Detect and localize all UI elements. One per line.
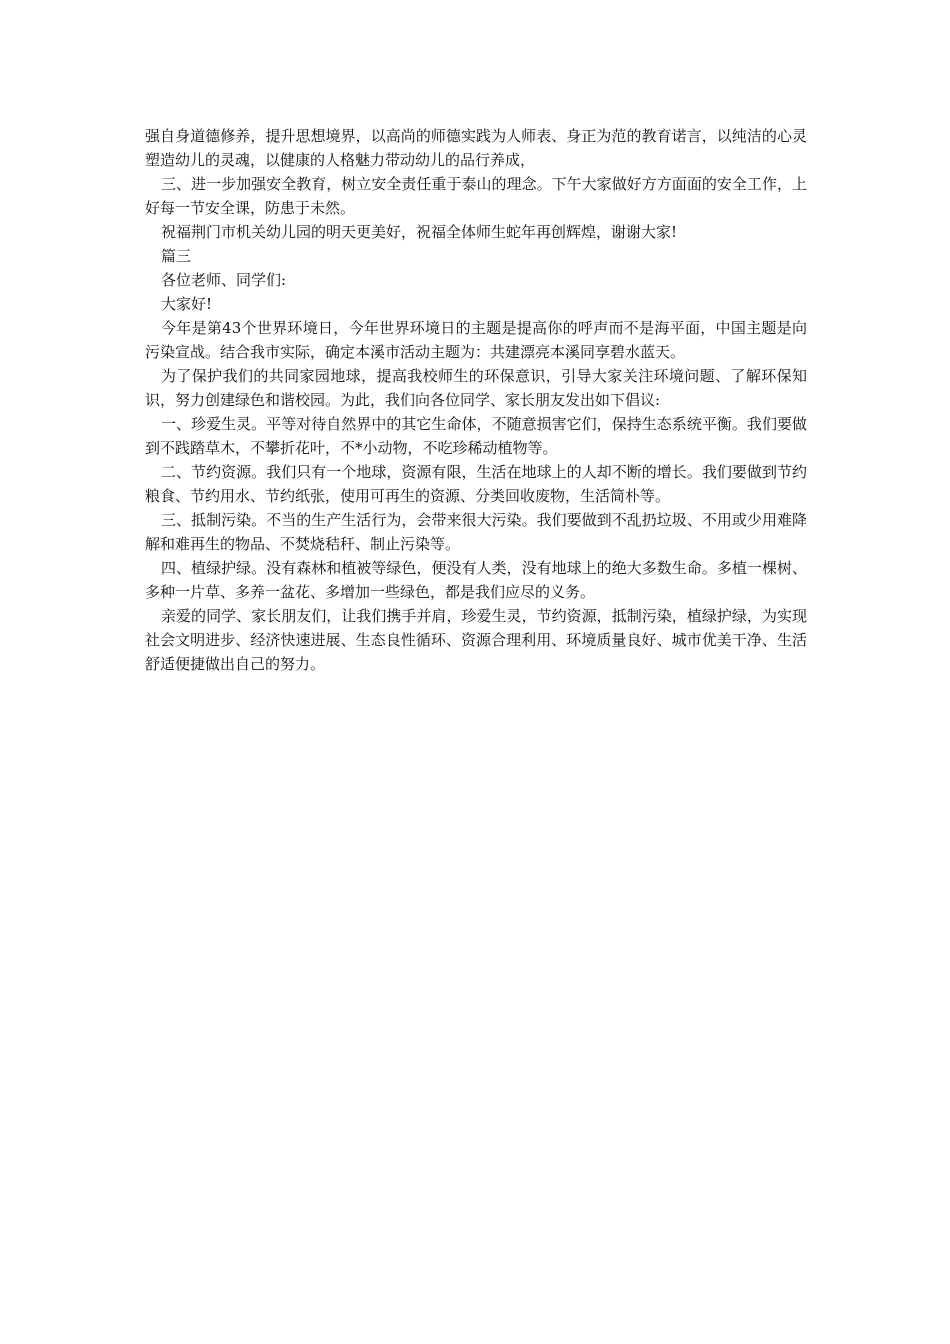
salutation: 各位老师、同学们: bbox=[161, 271, 287, 289]
paragraph-proposal-4: 四、植绿护绿。没有森林和植被等绿色，便没有人类，没有地球上的绝大多数生命。多植一棵树、多种一片草、多养一盆花、多增加一些绿色，都是我们应尽的义务。 bbox=[145, 559, 807, 601]
paragraph-environment-day: 今年是第43个世界环境日，今年世界环境日的主题是提高你的呼声而不是海平面，中国主题是向污染宣战。结合我市实际，确定本溪市活动主题为：共建漂亮本溪同享碧水蓝天。 bbox=[145, 319, 807, 361]
section-heading: 篇三 bbox=[161, 247, 192, 265]
paragraph-blessing: 祝福荆门市机关幼儿园的明天更美好，祝福全体师生蛇年再创辉煌，谢谢大家! bbox=[161, 223, 678, 241]
paragraph-safety-education: 三、进一步加强安全教育，树立安全责任重于泰山的理念。下午大家做好方方面面的安全工作，上好每一节安全课，防患于未然。 bbox=[145, 175, 807, 217]
paragraph-continuation: 强自身道德修养，提升思想境界，以高尚的师德实践为人师表、身正为范的教育诺言，以纯洁的心灵塑造幼儿的灵魂，以健康的人格魅力带动幼儿的品行养成， bbox=[145, 127, 807, 169]
document-body bbox=[145, 124, 807, 676]
paragraph-proposal-2: 二、节约资源。我们只有一个地球，资源有限，生活在地球上的人却不断的增长。我们要做到节约粮食、节约用水、节约纸张，使用可再生的资源、分类回收废物，生活简朴等。 bbox=[145, 463, 807, 505]
paragraph-proposal-intro: 为了保护我们的共同家园地球，提高我校师生的环保意识，引导大家关注环境问题、了解环保知识，努力创建绿色和谐校园。为此，我们向各位同学、家长朋友发出如下倡议: bbox=[145, 367, 807, 409]
paragraph-proposal-1: 一、珍爱生灵。平等对待自然界中的其它生命体，不随意损害它们，保持生态系统平衡。我们要做到不践踏草木，不攀折花叶，不*小动物，不吃珍稀动植物等。 bbox=[145, 415, 807, 457]
paragraph-closing: 亲爱的同学、家长朋友们，让我们携手并肩，珍爱生灵，节约资源，抵制污染，植绿护绿，为实现社会文明进步、经济快速进展、生态良性循环、资源合理利用、环境质量良好、城市优美干净、生活舒适便捷做出自己的努力。 bbox=[145, 607, 807, 673]
greeting: 大家好! bbox=[161, 295, 213, 313]
paragraph-proposal-3: 三、抵制污染。不当的生产生活行为，会带来很大污染。我们要做到不乱扔垃圾、不用或少用难降解和难再生的物品、不焚烧秸秆、制止污染等。 bbox=[145, 511, 807, 553]
